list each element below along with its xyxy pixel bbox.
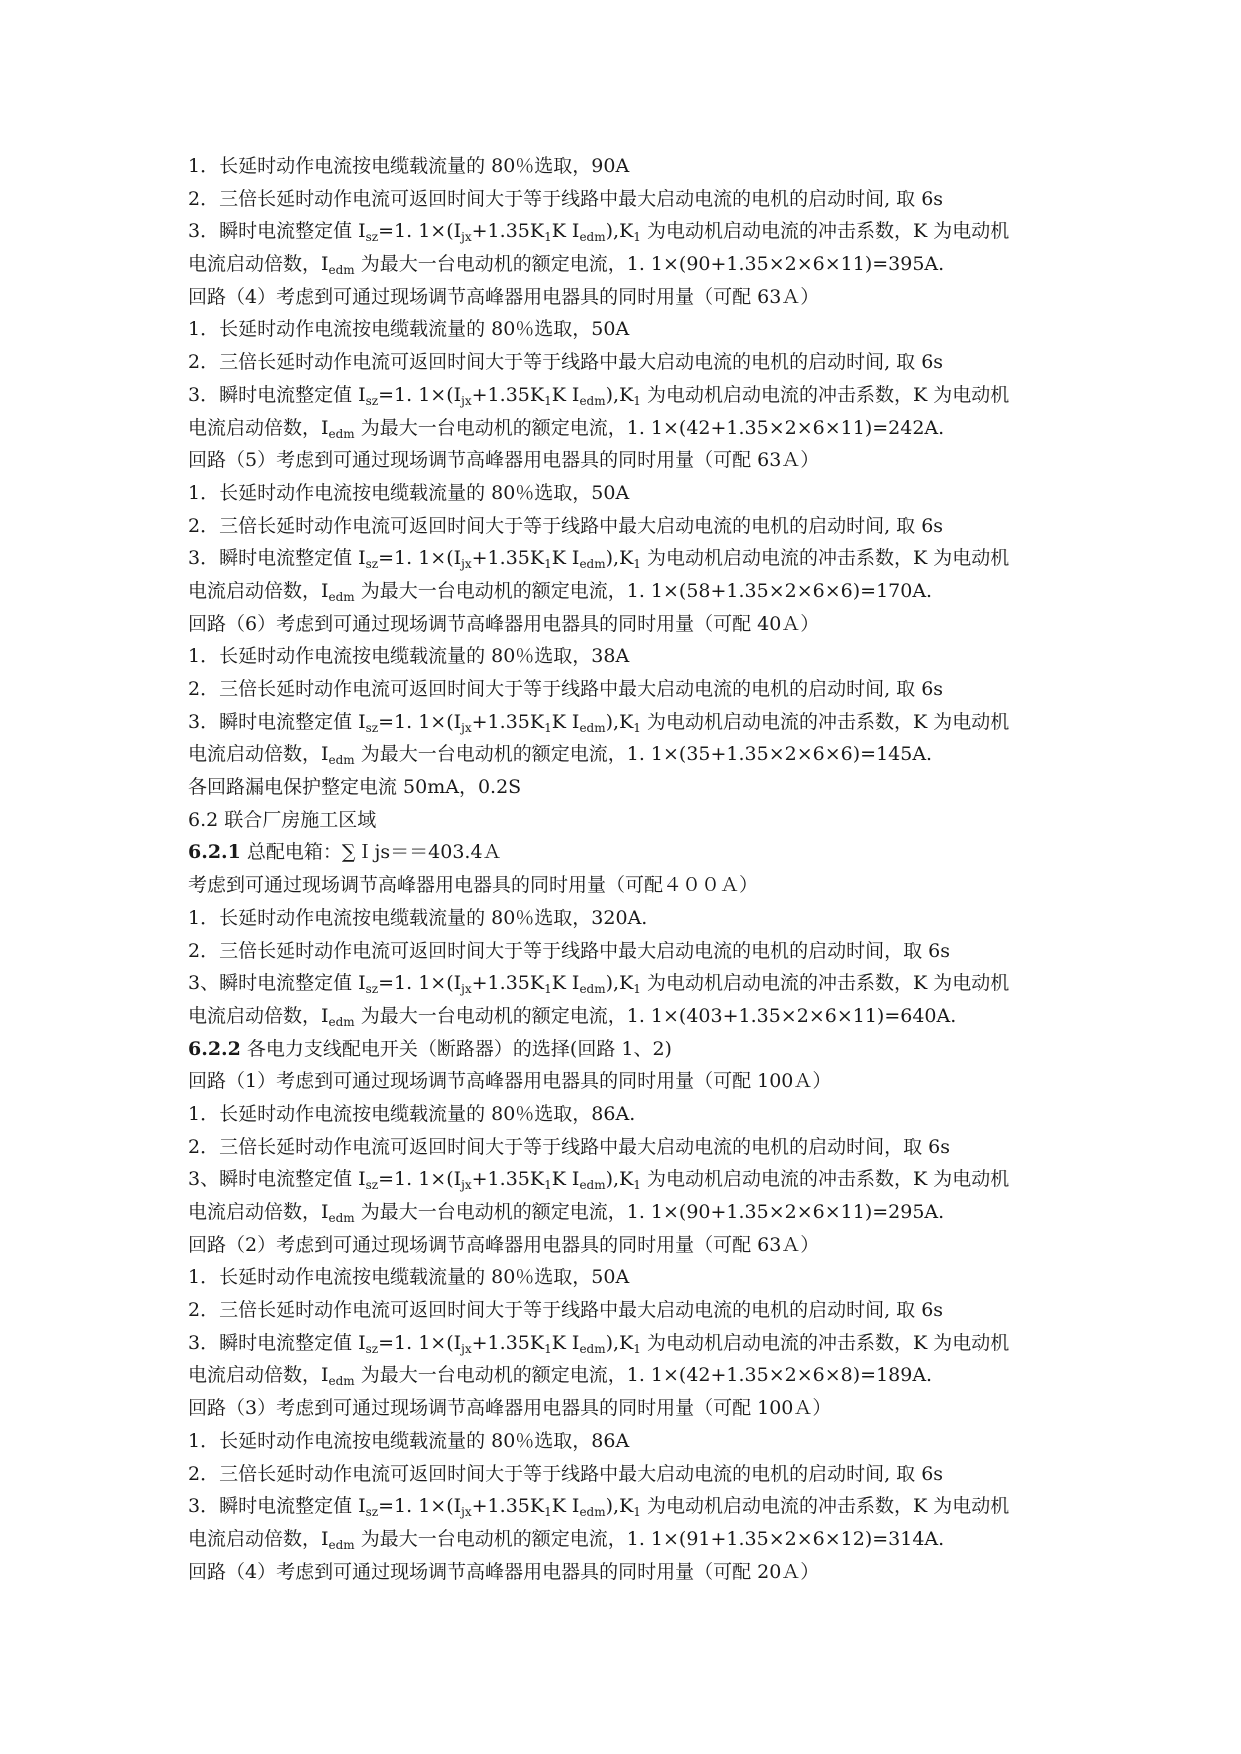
text-segment: 为电动机启动电流的冲击系数，K 为电动机 [640,1331,1010,1354]
subscript: sz [365,1505,379,1520]
text-segment: 3．瞬时电流整定值 I [188,1495,366,1518]
text-segment: 2．三倍长延时动作电流可返回时间大于等于线路中最大启动电流的电机的启动时间, 取 6s [188,1462,944,1485]
text-segment: 为最大一台电动机的额定电流，1. 1×(42+1.35×2×6×11)=242A. [354,416,945,439]
text-segment: 1．长延时动作电流按电缆载流量的 80％选取，38A [188,645,630,668]
text-segment: 3、瞬时电流整定值 I [188,1168,366,1191]
subscript: 1 [544,1341,552,1356]
subscript: edm [579,982,606,997]
subscript: sz [365,982,379,997]
text-segment: +1.35K [471,972,545,995]
text-line [188,706,1088,739]
text-segment: 电流启动倍数，I [188,1201,329,1223]
subscript: 1 [544,557,552,572]
text-line [188,1425,1088,1458]
text-line [188,608,1088,641]
text-segment: 1．长延时动作电流按电缆载流量的 80％选取，320A. [188,906,648,929]
text-segment: K I [551,1168,580,1191]
subscript: sz [365,720,379,735]
subscript: 1 [633,720,641,735]
text-segment: ),K [605,710,634,733]
text-segment: 回路（4）考虑到可通过现场调节高峰器用电器具的同时用量（可配 63Ａ） [188,285,820,308]
subscript: edm [328,1537,355,1552]
text-segment: +1.35K [471,710,545,733]
subscript: 1 [633,557,641,572]
text-segment: 回路（6）考虑到可通过现场调节高峰器用电器具的同时用量（可配 40Ａ） [188,612,820,635]
text-segment: 电流启动倍数，I [188,1004,329,1027]
text-line [188,313,1088,346]
text-segment: K I [551,1331,580,1354]
text-line [188,1000,1088,1033]
subscript: edm [328,1374,355,1389]
subscript: jx [461,393,472,408]
text-segment: 2．三倍长延时动作电流可返回时间大于等于线路中最大启动电流的电机的启动时间, 取 6s [188,1299,944,1322]
text-segment: 回路（3）考虑到可通过现场调节高峰器用电器具的同时用量（可配 100Ａ） [188,1397,832,1420]
text-line [188,1163,1088,1196]
text-segment: 6.2 联合厂房施工区域 [188,808,377,831]
text-segment: =1. 1×(I [378,1331,462,1354]
text-segment: +1.35K [471,1495,545,1518]
text-segment: 1．长延时动作电流按电缆载流量的 80％选取，86A [188,1429,630,1452]
text-segment: 为电动机启动电流的冲击系数，K 为电动机 [640,1495,1010,1518]
text-segment: 总配电箱：∑Ｉjs＝＝403.4Ａ [240,841,502,864]
text-segment: =1. 1×(I [378,1495,462,1518]
text-segment: 3．瞬时电流整定值 I [188,710,366,733]
subscript: edm [579,557,606,572]
text-line [188,248,1088,281]
text-segment: 为最大一台电动机的额定电流，1. 1×(90+1.35×2×6×11)=395A. [354,253,945,276]
text-line [188,771,1088,804]
subscript: jx [461,982,472,997]
text-segment: 为最大一台电动机的额定电流，1. 1×(42+1.35×2×6×8)=189A. [354,1364,933,1387]
text-segment: +1.35K [471,547,545,570]
subscript: edm [579,1178,606,1193]
subscript: jx [461,1505,472,1520]
text-segment: =1. 1×(I [378,972,462,995]
text-line [188,575,1088,608]
text-segment: 1．长延时动作电流按电缆载流量的 80％选取，50A [188,481,630,504]
text-segment: 1．长延时动作电流按电缆载流量的 80％选取，50A [188,318,630,341]
text-line [188,379,1088,412]
text-segment: 2．三倍长延时动作电流可返回时间大于等于线路中最大启动电流的电机的启动时间, 取 6s [188,187,944,210]
text-segment: 3．瞬时电流整定值 I [188,547,366,570]
text-line [188,412,1088,445]
text-segment: 电流启动倍数，I [188,253,329,276]
subscript: 1 [633,1505,641,1520]
text-segment: 为电动机启动电流的冲击系数，K 为电动机 [640,710,1010,733]
subscript: 1 [633,1178,641,1193]
text-segment: ),K [605,1495,634,1518]
subscript: edm [328,426,355,441]
subscript: 1 [633,393,641,408]
text-segment: =1. 1×(I [378,710,462,733]
text-segment: 为最大一台电动机的额定电流，1. 1×(58+1.35×2×6×6)=170A. [354,579,933,602]
text-segment: 为最大一台电动机的额定电流，1. 1×(35+1.35×2×6×6)=145A. [354,743,933,766]
subscript: 1 [633,982,641,997]
text-segment: =1. 1×(I [378,1168,462,1191]
text-line [188,477,1088,510]
text-segment: +1.35K [471,1168,545,1191]
text-line [188,510,1088,543]
subscript: 1 [544,393,552,408]
text-segment: ),K [605,383,634,406]
text-line [188,1229,1088,1262]
subscript: jx [461,230,472,245]
text-segment: =1. 1×(I [378,383,462,406]
text-segment: 电流启动倍数，I [188,743,329,766]
text-segment: 考虑到可通过现场调节高峰器用电器具的同时用量（可配４００Ａ） [188,874,759,897]
text-segment: 为最大一台电动机的额定电流，1. 1×(91+1.35×2×6×12)=314A. [354,1527,945,1550]
subscript: 1 [544,982,552,997]
text-segment: K I [551,972,580,995]
text-segment: ),K [605,547,634,570]
subscript: 1 [633,1341,641,1356]
text-segment: 回路（1）考虑到可通过现场调节高峰器用电器具的同时用量（可配 100Ａ） [188,1070,832,1093]
subscript: edm [579,720,606,735]
text-line [188,836,1088,869]
text-segment: K I [551,220,580,243]
text-line [188,869,1088,902]
text-line [188,1098,1088,1131]
text-segment: 为电动机启动电流的冲击系数，K 为电动机 [640,220,1010,243]
text-segment: K I [551,383,580,406]
text-segment: 电流启动倍数，I [188,1527,329,1550]
text-line [188,183,1088,216]
subscript: edm [328,589,355,604]
text-segment: 3、瞬时电流整定值 I [188,972,366,995]
text-line [188,1065,1088,1098]
text-line [188,1490,1088,1523]
subscript: edm [328,263,355,278]
subscript: 1 [544,720,552,735]
text-segment: ),K [605,1331,634,1354]
text-segment: +1.35K [471,220,545,243]
text-segment: ),K [605,220,634,243]
text-segment: K I [551,1495,580,1518]
text-line [188,1261,1088,1294]
text-line [188,1033,1088,1066]
subscript: sz [365,1178,379,1193]
text-segment: 电流启动倍数，I [188,1364,329,1387]
text-line [188,902,1088,935]
subscript: sz [365,393,379,408]
subscript: sz [365,1341,379,1356]
text-line [188,1556,1088,1589]
text-line [188,1392,1088,1425]
text-line [188,640,1088,673]
text-line [188,346,1088,379]
section-number: 6.2.2 [188,1037,241,1060]
subscript: edm [579,230,606,245]
text-line [188,1294,1088,1327]
text-segment: 各电力支线配电开关（断路器）的选择(回路 1、2) [240,1037,672,1060]
text-line [188,673,1088,706]
text-segment: 为电动机启动电流的冲击系数，K 为电动机 [640,547,1010,570]
text-segment: 为最大一台电动机的额定电流，1. 1×(403+1.35×2×6×11)=640A. [354,1004,957,1027]
subscript: edm [579,1505,606,1520]
subscript: edm [328,1014,355,1029]
subscript: jx [461,1341,472,1356]
text-segment: 为电动机启动电流的冲击系数，K 为电动机 [640,972,1010,995]
text-segment: 回路（4）考虑到可通过现场调节高峰器用电器具的同时用量（可配 20Ａ） [188,1560,820,1583]
text-segment: K I [551,710,580,733]
text-segment: ),K [605,972,634,995]
text-segment: 电流启动倍数，I [188,579,329,602]
text-segment: K I [551,547,580,570]
subscript: 1 [544,1178,552,1193]
text-line [188,542,1088,575]
text-segment: 1．长延时动作电流按电缆载流量的 80％选取，50A [188,1266,630,1289]
subscript: 1 [633,230,641,245]
text-segment: 为电动机启动电流的冲击系数，K 为电动机 [640,1168,1010,1191]
text-segment: 2．三倍长延时动作电流可返回时间大于等于线路中最大启动电流的电机的启动时间, 取 6s [188,351,944,374]
section-number: 6.2.1 [188,841,241,864]
text-segment: 为最大一台电动机的额定电流，1. 1×(90+1.35×2×6×11)=295A. [354,1201,945,1223]
subscript: 1 [544,1505,552,1520]
subscript: sz [365,557,379,572]
text-line [188,1523,1088,1556]
text-segment: 3．瞬时电流整定值 I [188,1331,366,1354]
text-line [188,150,1088,183]
text-segment: 1．长延时动作电流按电缆载流量的 80％选取，90A [188,155,630,177]
text-segment: 回路（2）考虑到可通过现场调节高峰器用电器具的同时用量（可配 63Ａ） [188,1233,820,1256]
text-line [188,1458,1088,1491]
text-segment: 各回路漏电保护整定电流 50mA，0.2S [188,776,522,799]
text-segment: 2．三倍长延时动作电流可返回时间大于等于线路中最大启动电流的电机的启动时间, 取 6s [188,514,944,537]
subscript: jx [461,557,472,572]
subscript: edm [579,393,606,408]
subscript: 1 [544,230,552,245]
text-line [188,935,1088,968]
subscript: jx [461,1178,472,1193]
subscript: sz [365,230,379,245]
text-line [188,738,1088,771]
text-segment: ),K [605,1168,634,1191]
text-segment: =1. 1×(I [378,547,462,570]
text-segment: 为电动机启动电流的冲击系数，K 为电动机 [640,383,1010,406]
subscript: edm [328,1211,355,1225]
text-line [188,967,1088,1000]
text-line [188,804,1088,837]
text-segment: 3．瞬时电流整定值 I [188,383,366,406]
text-segment: 2．三倍长延时动作电流可返回时间大于等于线路中最大启动电流的电机的启动时间，取 6s [188,939,950,962]
text-line [188,1359,1088,1392]
text-segment: 1．长延时动作电流按电缆载流量的 80％选取，86A. [188,1102,636,1125]
text-segment: 2．三倍长延时动作电流可返回时间大于等于线路中最大启动电流的电机的启动时间，取 6s [188,1135,950,1158]
subscript: edm [328,753,355,768]
text-line [188,1327,1088,1360]
text-segment: 回路（5）考虑到可通过现场调节高峰器用电器具的同时用量（可配 63Ａ） [188,449,820,472]
text-line [188,444,1088,477]
text-segment: +1.35K [471,383,545,406]
text-line [188,1131,1088,1164]
text-line [188,1196,1088,1229]
subscript: jx [461,720,472,735]
document-body [188,150,1088,1588]
text-segment: +1.35K [471,1331,545,1354]
text-segment: =1. 1×(I [378,220,462,243]
text-segment: 电流启动倍数，I [188,416,329,439]
text-line [188,215,1088,248]
text-segment: 3．瞬时电流整定值 I [188,220,366,243]
text-segment: 2．三倍长延时动作电流可返回时间大于等于线路中最大启动电流的电机的启动时间, 取 6s [188,678,944,700]
subscript: edm [579,1341,606,1356]
text-line [188,281,1088,314]
